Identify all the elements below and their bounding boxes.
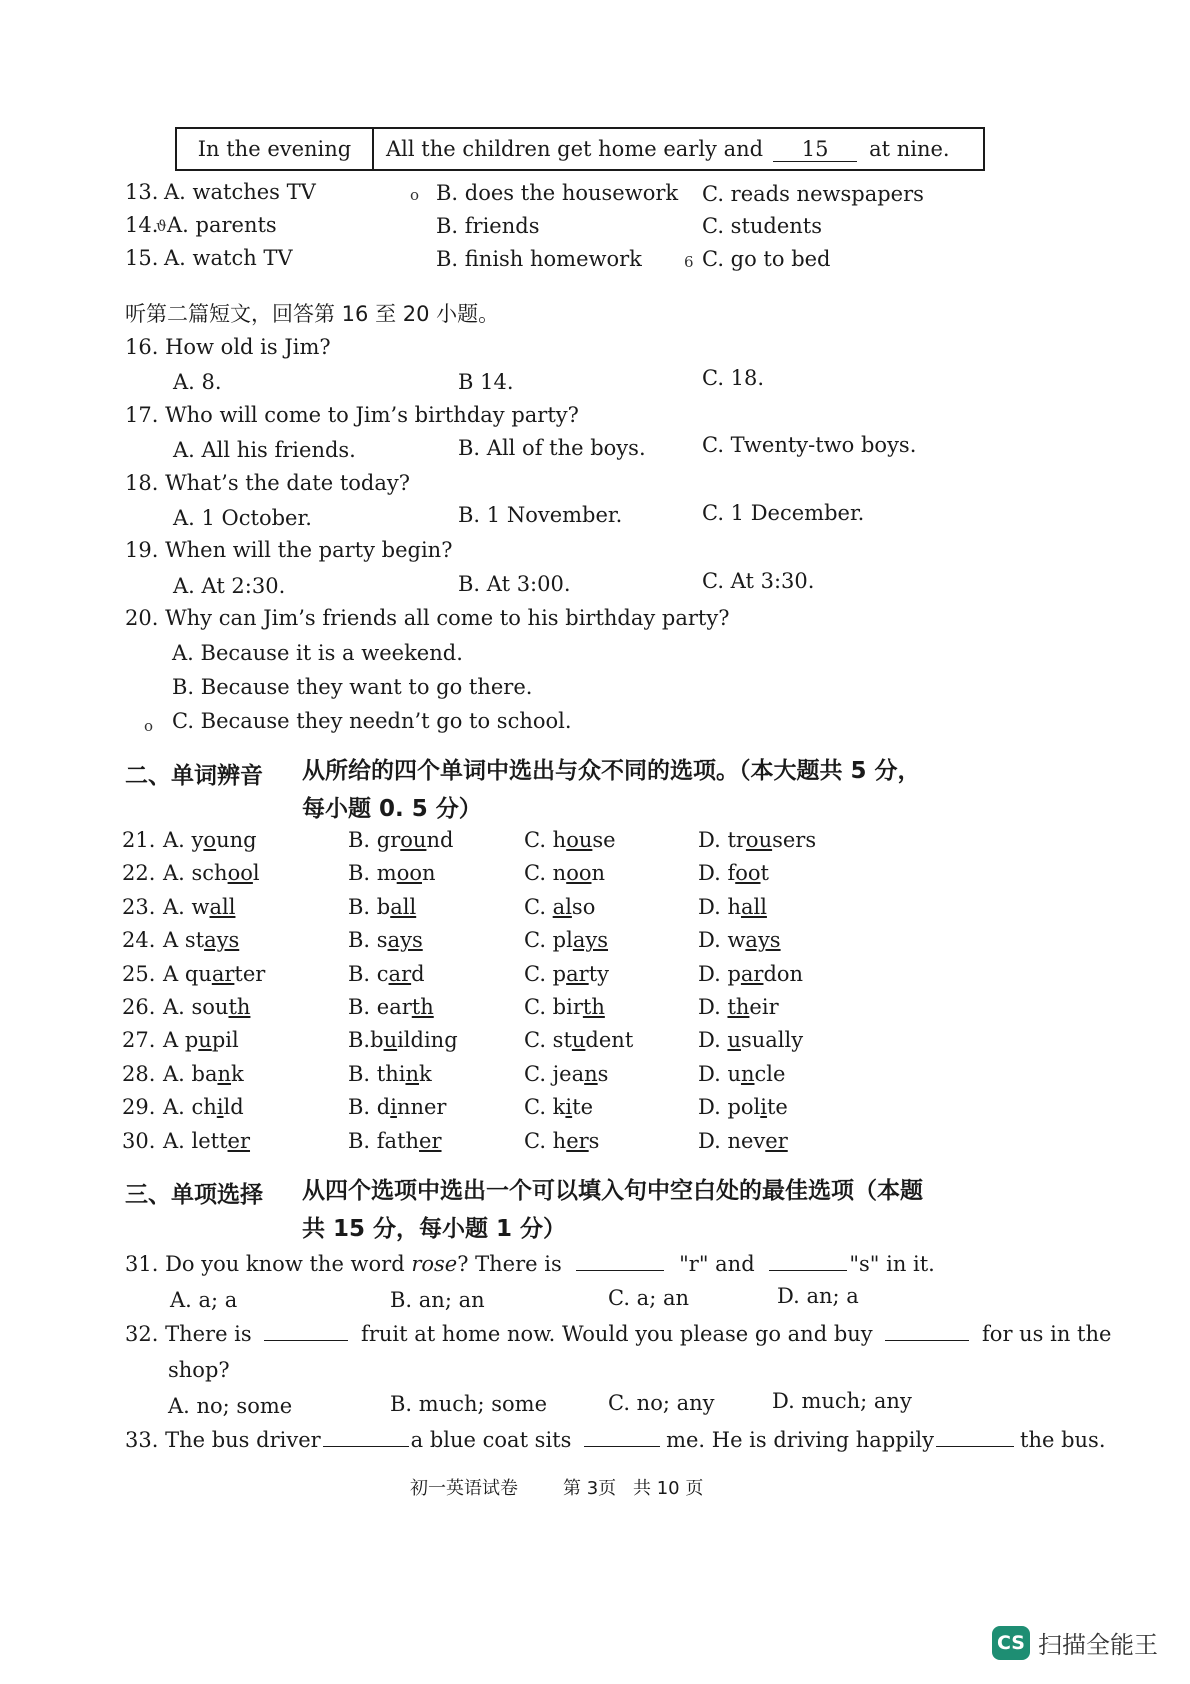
word-part: n xyxy=(591,861,606,885)
q33-blank-1 xyxy=(323,1428,409,1447)
word-part: B. d xyxy=(348,1095,391,1119)
underlined-letters: ays xyxy=(387,928,423,952)
word-part: B. thi xyxy=(348,1062,406,1086)
word-option-d xyxy=(698,995,779,1019)
underlined-letters: th xyxy=(411,995,434,1019)
q33-question xyxy=(125,1428,1106,1452)
q16-question: 16. How old is Jim? xyxy=(125,335,331,359)
word-part: D. f xyxy=(698,861,736,885)
word-part: C. xyxy=(524,895,553,919)
word-part: k xyxy=(419,1062,432,1086)
word-part: nd xyxy=(426,828,454,852)
q19-option-b: B. At 3:00. xyxy=(458,572,571,596)
q31-blank-2 xyxy=(769,1252,847,1271)
q31-option-a: A. a; a xyxy=(170,1288,238,1312)
underlined-letters: th xyxy=(727,995,750,1019)
underlined-letters: ar xyxy=(740,962,764,986)
word-option-c xyxy=(524,928,608,952)
q32-part1: 32. There is xyxy=(125,1322,252,1346)
underlined-letters: y xyxy=(191,828,204,852)
q20-option-a: A. Because it is a weekend. xyxy=(172,641,463,665)
word-option-d xyxy=(698,962,803,986)
q20-option-c: C. Because they needn’t go to school. xyxy=(172,709,572,733)
table-blank: 15 xyxy=(773,137,857,162)
word-part: D. w xyxy=(698,928,746,952)
underlined-letters: all xyxy=(390,895,417,919)
q33-blank-2 xyxy=(584,1428,660,1447)
q14-option-c: C. students xyxy=(702,214,823,238)
word-part: B. s xyxy=(348,928,388,952)
word-option-b xyxy=(348,1129,442,1153)
section3-desc-line2: 共 15 分，每小题 1 分） xyxy=(302,1216,567,1242)
q31-question xyxy=(125,1252,935,1276)
word-part: D. pol xyxy=(698,1095,761,1119)
word-part: don xyxy=(763,962,804,986)
schedule-table xyxy=(175,127,985,171)
q18-option-a: A. 1 October. xyxy=(173,506,312,530)
q32-option-c: C. no; any xyxy=(608,1391,715,1415)
word-part: D. xyxy=(698,1028,728,1052)
word-option-d xyxy=(698,861,769,885)
word-part: D. nev xyxy=(698,1129,766,1153)
word-part: C. bir xyxy=(524,995,583,1019)
word-option-b xyxy=(348,962,425,986)
word-option-d xyxy=(698,828,816,852)
word-option-b xyxy=(348,1095,446,1119)
q17-option-b: B. All of the boys. xyxy=(458,436,646,460)
q13-option-b: B. does the housework xyxy=(436,181,679,205)
underlined-letters: u xyxy=(383,1028,398,1052)
section3-title: 三、单项选择 xyxy=(125,1182,263,1208)
word-item-number: 22. xyxy=(122,861,156,885)
word-item-number: 29. xyxy=(122,1095,156,1119)
word-option-a xyxy=(163,1129,250,1153)
word-part: nner xyxy=(396,1095,447,1119)
word-part: B. c xyxy=(348,962,389,986)
underlined-letters: th xyxy=(228,995,251,1019)
q18-option-b: B. 1 November. xyxy=(458,503,623,527)
q19-option-a: A. At 2:30. xyxy=(173,574,286,598)
underlined-letters: n xyxy=(405,1062,419,1086)
word-part: C. jea xyxy=(524,1062,585,1086)
word-part: ld xyxy=(223,1095,244,1119)
q14-num: 14. xyxy=(125,213,159,237)
word-part: D. h xyxy=(698,895,741,919)
underlined-letters: oo xyxy=(735,861,761,885)
underlined-letters: ar xyxy=(566,962,589,986)
q31-blank-1 xyxy=(576,1252,664,1271)
word-part: C. h xyxy=(524,1129,567,1153)
word-part: C. st xyxy=(524,1028,572,1052)
q31-word: rose xyxy=(411,1252,458,1276)
word-item-number: 26. xyxy=(122,995,156,1019)
q20-question: 20. Why can Jim’s friends all come to his birthday party? xyxy=(125,606,730,630)
q15-option-a: A. watch TV xyxy=(164,246,293,270)
word-option-b xyxy=(348,828,453,852)
word-option-a xyxy=(163,928,239,952)
word-part: dent xyxy=(585,1028,634,1052)
q14-option-b: B. friends xyxy=(436,214,540,238)
footer-page-number: 第 3页 xyxy=(563,1478,617,1499)
word-part: se xyxy=(592,828,616,852)
word-part: ilding xyxy=(397,1028,458,1052)
word-part: eir xyxy=(749,995,779,1019)
word-part: k xyxy=(231,1062,244,1086)
word-option-d xyxy=(698,895,767,919)
underlined-letters: i xyxy=(565,1095,573,1119)
section3-desc-line1: 从四个选项中选出一个可以填入句中空白处的最佳选项（本题 xyxy=(302,1178,923,1204)
word-option-a xyxy=(163,1028,239,1052)
underlined-letters: i xyxy=(760,1095,767,1119)
word-option-a xyxy=(163,1062,244,1086)
q31-part1: 31. Do you know the word xyxy=(125,1252,412,1276)
word-part: A. sou xyxy=(163,995,229,1019)
word-part: sers xyxy=(772,828,817,852)
underlined-letters: oo xyxy=(566,861,592,885)
word-option-c xyxy=(524,1095,593,1119)
scanner-logo-text: 扫描全能王 xyxy=(1038,1631,1158,1659)
word-part: B. ear xyxy=(348,995,412,1019)
section2-desc-line2: 每小题 0. 5 分） xyxy=(302,796,482,822)
footer-total-pages: 共 10 页 xyxy=(633,1478,704,1499)
q14-option-a: A. parents xyxy=(167,213,277,237)
word-option-a xyxy=(163,995,250,1019)
word-part: B. b xyxy=(348,895,391,919)
word-part: A qu xyxy=(163,962,212,986)
word-part: cle xyxy=(754,1062,786,1086)
word-option-a xyxy=(163,962,265,986)
word-part: A. ba xyxy=(163,1062,218,1086)
q33-part1: 33. The bus driver xyxy=(125,1428,321,1452)
word-option-b xyxy=(348,1028,458,1052)
q31-part2: ? There is xyxy=(457,1252,562,1276)
word-item-number: 27. xyxy=(122,1028,156,1052)
word-item-number: 30. xyxy=(122,1129,156,1153)
word-option-b xyxy=(348,928,423,952)
q15-option-b: B. finish homework xyxy=(436,247,642,271)
underlined-letters: all xyxy=(740,895,767,919)
q18-option-c: C. 1 December. xyxy=(702,501,865,525)
word-part: so xyxy=(571,895,596,919)
q17-option-a: A. All his friends. xyxy=(173,438,356,462)
q16-option-c: C. 18. xyxy=(702,366,765,390)
underlined-letters: n xyxy=(740,1062,755,1086)
q32-blank-1 xyxy=(264,1322,348,1341)
q33-part3: me. He is driving happily xyxy=(666,1428,935,1452)
underlined-letters: er xyxy=(227,1129,251,1153)
underlined-letters: oo xyxy=(396,861,422,885)
q15-num: 15. xyxy=(125,246,159,270)
word-option-c xyxy=(524,1028,633,1052)
word-part: C. n xyxy=(524,861,567,885)
passage2-intro: 听第二篇短文，回答第 16 至 20 小题。 xyxy=(125,302,500,326)
q31-option-b: B. an; an xyxy=(390,1288,485,1312)
q17-option-c: C. Twenty-two boys. xyxy=(702,433,917,457)
underlined-letters: u xyxy=(198,1028,212,1052)
underlined-letters: i xyxy=(216,1095,224,1119)
word-option-c xyxy=(524,1129,599,1153)
q33-part2: a blue coat sits xyxy=(410,1428,572,1452)
underlined-letters: ou xyxy=(400,828,427,852)
scanner-logo xyxy=(992,1625,1158,1660)
underlined-letters: ou xyxy=(566,828,593,852)
word-part: A. w xyxy=(163,895,210,919)
underlined-letters: ar xyxy=(388,962,412,986)
word-part: ter xyxy=(234,962,266,986)
section2-desc-line1: 从所给的四个单词中选出与众不同的选项。（本大题共 5 分， xyxy=(302,758,921,784)
word-item-number: 28. xyxy=(122,1062,156,1086)
q18-question: 18. What’s the date today? xyxy=(125,471,411,495)
underlined-letters: i xyxy=(390,1095,397,1119)
word-item-number: 24. xyxy=(122,928,156,952)
word-part: B.b xyxy=(348,1028,384,1052)
q31-part4: "s" in it. xyxy=(849,1252,935,1276)
underlined-letters: er xyxy=(765,1129,788,1153)
word-part: ung xyxy=(216,828,257,852)
q13-option-c: C. reads newspapers xyxy=(702,182,924,206)
q13-num: 13. xyxy=(125,180,159,204)
q32-option-a: A. no; some xyxy=(168,1394,293,1418)
underlined-letters: er xyxy=(419,1129,442,1153)
word-part: C. h xyxy=(524,828,567,852)
underlined-letters: n xyxy=(217,1062,232,1086)
q14-mark: ϑ xyxy=(156,217,167,235)
word-part: B. fath xyxy=(348,1129,420,1153)
q31-option-d: D. an; a xyxy=(777,1284,859,1308)
word-option-c xyxy=(524,828,616,852)
word-item-number: 25. xyxy=(122,962,156,986)
word-part: C. p xyxy=(524,962,567,986)
word-part: D. u xyxy=(698,1062,741,1086)
word-part: te xyxy=(766,1095,788,1119)
word-part: A. ch xyxy=(163,1095,217,1119)
word-item-number: 21. xyxy=(122,828,156,852)
underlined-letters: ays xyxy=(204,928,240,952)
q33-blank-3 xyxy=(936,1428,1014,1447)
word-option-c xyxy=(524,1062,608,1086)
word-part: D. tr xyxy=(698,828,746,852)
word-part: D. xyxy=(698,995,728,1019)
underlined-letters: ays xyxy=(745,928,781,952)
q31-option-c: C. a; an xyxy=(608,1286,689,1310)
underlined-letters: u xyxy=(727,1028,741,1052)
q17-question: 17. Who will come to Jim’s birthday party? xyxy=(125,403,579,427)
q20-mark: o xyxy=(144,717,154,735)
q32-question xyxy=(125,1322,1111,1346)
q32-option-b: B. much; some xyxy=(390,1392,548,1416)
word-part: n xyxy=(422,861,436,885)
q13-option-a: A. watches TV xyxy=(164,180,316,204)
word-part: A. sch xyxy=(163,861,228,885)
word-option-c xyxy=(524,962,609,986)
word-part: A. xyxy=(163,828,192,852)
word-part: pil xyxy=(211,1028,239,1052)
q32-part3: for us in the xyxy=(982,1322,1112,1346)
table-text-before: All the children get home early and xyxy=(386,137,764,161)
q16-option-a: A. 8. xyxy=(173,370,222,394)
word-part: t xyxy=(760,861,769,885)
section2-title: 二、单词辨音 xyxy=(125,763,263,789)
word-part: A p xyxy=(163,1028,199,1052)
word-option-b xyxy=(348,1062,432,1086)
word-option-a xyxy=(163,1095,244,1119)
q13-mark: o xyxy=(410,186,420,204)
word-option-a xyxy=(163,828,257,852)
word-option-d xyxy=(698,1062,785,1086)
q32-option-d: D. much; any xyxy=(772,1389,912,1413)
word-option-d xyxy=(698,1095,788,1119)
underlined-letters: ou xyxy=(745,828,773,852)
word-part: d xyxy=(411,962,425,986)
word-part: B. m xyxy=(348,861,397,885)
word-option-c xyxy=(524,895,595,919)
q19-option-c: C. At 3:30. xyxy=(702,569,815,593)
underlined-letters: ays xyxy=(572,928,609,952)
word-option-c xyxy=(524,995,605,1019)
q32-blank-2 xyxy=(885,1322,969,1341)
cs-badge-icon: CS xyxy=(992,1626,1030,1660)
word-part: te xyxy=(572,1095,593,1119)
word-option-d xyxy=(698,1129,788,1153)
word-option-b xyxy=(348,995,434,1019)
word-part: C. k xyxy=(524,1095,566,1119)
q20-option-b: B. Because they want to go there. xyxy=(172,675,533,699)
table-text-after: at nine. xyxy=(869,137,950,161)
word-option-b xyxy=(348,861,436,885)
word-option-d xyxy=(698,928,781,952)
underlined-letters: ar xyxy=(211,962,235,986)
underlined-letters: n xyxy=(584,1062,598,1086)
word-part: B. gr xyxy=(348,828,401,852)
underlined-letters: u xyxy=(571,1028,586,1052)
q32-line2: shop? xyxy=(168,1358,230,1382)
word-part: C. pl xyxy=(524,928,573,952)
word-part: D. p xyxy=(698,962,741,986)
word-part: s xyxy=(597,1062,609,1086)
word-part: ty xyxy=(588,962,609,986)
q15-option-c: C. go to bed xyxy=(702,247,831,271)
word-part: A. lett xyxy=(163,1129,228,1153)
q31-part3: "r" and xyxy=(679,1252,755,1276)
table-text-cell xyxy=(374,129,983,169)
word-option-d xyxy=(698,1028,803,1052)
word-option-c xyxy=(524,861,605,885)
word-option-a xyxy=(163,895,235,919)
word-part: sually xyxy=(740,1028,804,1052)
word-option-a xyxy=(163,861,260,885)
q15-mark: 6 xyxy=(684,253,694,271)
word-item-number: 23. xyxy=(122,895,156,919)
table-time-cell: In the evening xyxy=(177,129,374,169)
underlined-letters: al xyxy=(552,895,572,919)
footer-exam-name: 初一英语试卷 xyxy=(410,1478,518,1499)
underlined-letters: oo xyxy=(227,861,253,885)
q16-option-b: B 14. xyxy=(458,370,514,394)
q33-part4: the bus. xyxy=(1020,1428,1106,1452)
underlined-letters: er xyxy=(566,1129,589,1153)
underlined-letters: all xyxy=(209,895,236,919)
word-part: l xyxy=(252,861,260,885)
q32-part2: fruit at home now. Would you please go and buy xyxy=(361,1322,873,1346)
underlined-letters: th xyxy=(582,995,605,1019)
word-part: o xyxy=(203,828,217,852)
q19-question: 19. When will the party begin? xyxy=(125,538,453,562)
word-option-b xyxy=(348,895,416,919)
word-part: A st xyxy=(163,928,205,952)
word-part: s xyxy=(588,1129,600,1153)
